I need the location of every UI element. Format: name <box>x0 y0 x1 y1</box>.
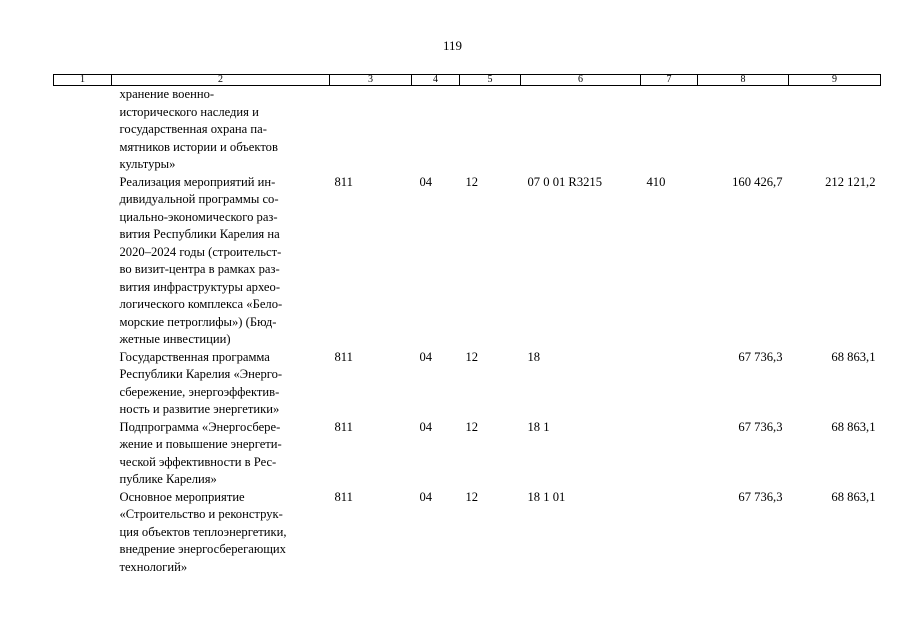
grbs-cell: 811 <box>334 349 353 364</box>
subsection-cell: 12 <box>465 489 479 504</box>
header-cell-6: 6 <box>521 75 641 86</box>
target-article-cell <box>521 86 641 174</box>
header-cell-5: 5 <box>460 75 521 86</box>
row-number-cell <box>54 419 112 489</box>
item-name-line: Основное мероприятие <box>119 489 245 504</box>
item-name-line: Подпрограмма «Энергосбере- <box>119 419 281 434</box>
header-cell-4: 4 <box>412 75 460 86</box>
table-row <box>54 174 881 349</box>
amount-year1-cell: 67 736,3 <box>738 349 783 364</box>
item-name-line: вития инфраструктуры архео- <box>119 279 281 294</box>
target-article-cell: 18 1 <box>527 419 550 434</box>
subsection-cell <box>460 86 521 174</box>
amount-year2-cell <box>789 86 881 174</box>
row-number-cell <box>54 174 112 349</box>
item-name-line: внедрение энергосберегающих <box>119 542 286 556</box>
table-row <box>54 349 881 419</box>
expense-type-cell <box>641 349 698 419</box>
item-name-line: жение и повышение энергети- <box>119 437 282 451</box>
subsection-cell: 12 <box>465 349 479 364</box>
item-name-line: циально-экономического раз- <box>119 209 278 224</box>
grbs-cell: 811 <box>334 489 353 504</box>
item-name-line: ческой эффективности в Рес- <box>119 454 277 469</box>
item-name-line: сбережение, энергоэффектив- <box>119 384 280 399</box>
budget-table <box>53 74 881 576</box>
expense-type-cell <box>641 489 698 577</box>
item-name-line: публике Карелия» <box>119 472 217 486</box>
item-name-line: ция объектов теплоэнергетики, <box>119 524 287 539</box>
header-cell-2: 2 <box>112 75 330 86</box>
item-name-line: культуры» <box>119 157 176 171</box>
expense-type-cell: 410 <box>646 174 666 189</box>
amount-year2-cell: 212 121,2 <box>825 174 876 189</box>
expense-type-cell <box>641 86 698 174</box>
amount-year2-cell: 68 863,1 <box>831 489 876 504</box>
item-name-cell <box>112 489 330 577</box>
row-number-cell <box>54 86 112 174</box>
grbs-cell: 811 <box>334 419 353 434</box>
section-cell: 04 <box>419 174 433 189</box>
table-row <box>54 419 881 489</box>
table-header <box>54 75 881 86</box>
header-cell-8: 8 <box>698 75 789 86</box>
item-name-line: мятников истории и объектов <box>119 139 278 154</box>
item-name-line: морские петроглифы») (Бюд- <box>119 314 277 329</box>
item-name-line: хранение военно- <box>119 87 215 101</box>
target-article-cell: 18 1 01 <box>527 489 566 504</box>
item-name-line: Реализация мероприятий ин- <box>119 174 276 189</box>
grbs-cell <box>330 86 412 174</box>
header-cell-7: 7 <box>641 75 698 86</box>
item-name-line: Республики Карелия «Энерго- <box>119 367 283 381</box>
table-row <box>54 86 881 174</box>
header-cell-9: 9 <box>789 75 881 86</box>
amount-year1-cell <box>698 86 789 174</box>
amount-year1-cell: 67 736,3 <box>738 419 783 434</box>
amount-year2-cell: 68 863,1 <box>831 419 876 434</box>
item-name-line: технологий» <box>119 559 188 574</box>
subsection-cell: 12 <box>465 174 479 189</box>
item-name-line: логического комплекса «Бело- <box>119 297 283 311</box>
row-number-cell <box>54 349 112 419</box>
amount-year1-cell: 160 426,7 <box>732 174 783 189</box>
item-name-cell <box>112 349 330 419</box>
header-cell-3: 3 <box>330 75 412 86</box>
item-name-line: исторического наследия и <box>119 104 259 119</box>
amount-year2-cell: 68 863,1 <box>831 349 876 364</box>
item-name-line: Государственная программа <box>119 349 270 364</box>
item-name-cell <box>112 174 330 349</box>
table-row <box>54 489 881 577</box>
item-name-cell <box>112 419 330 489</box>
section-cell <box>412 86 460 174</box>
item-name-line: вития Республики Карелия на <box>119 227 280 241</box>
item-name-line: «Строительство и реконструк- <box>119 507 283 521</box>
grbs-cell: 811 <box>334 174 353 189</box>
section-cell: 04 <box>419 419 433 434</box>
expense-type-cell <box>641 419 698 489</box>
amount-year1-cell: 67 736,3 <box>738 489 783 504</box>
item-name-line: во визит-центра в рамках раз- <box>119 262 280 276</box>
item-name-line: ность и развитие энергетики» <box>119 402 280 416</box>
row-number-cell <box>54 489 112 577</box>
item-name-line: дивидуальной программы со- <box>119 192 279 206</box>
subsection-cell: 12 <box>465 419 479 434</box>
item-name-line: жетные инвестиции) <box>119 332 231 346</box>
header-row <box>54 75 881 86</box>
target-article-cell: 18 <box>527 349 541 364</box>
section-cell: 04 <box>419 489 433 504</box>
page-number: 119 <box>442 38 463 53</box>
item-name-cell <box>112 86 330 174</box>
item-name-line: 2020–2024 годы (строительст- <box>119 244 282 259</box>
section-cell: 04 <box>419 349 433 364</box>
table-body <box>54 86 881 577</box>
target-article-cell: 07 0 01 R3215 <box>527 174 603 189</box>
header-cell-1: 1 <box>54 75 112 86</box>
item-name-line: государственная охрана па- <box>119 122 267 136</box>
